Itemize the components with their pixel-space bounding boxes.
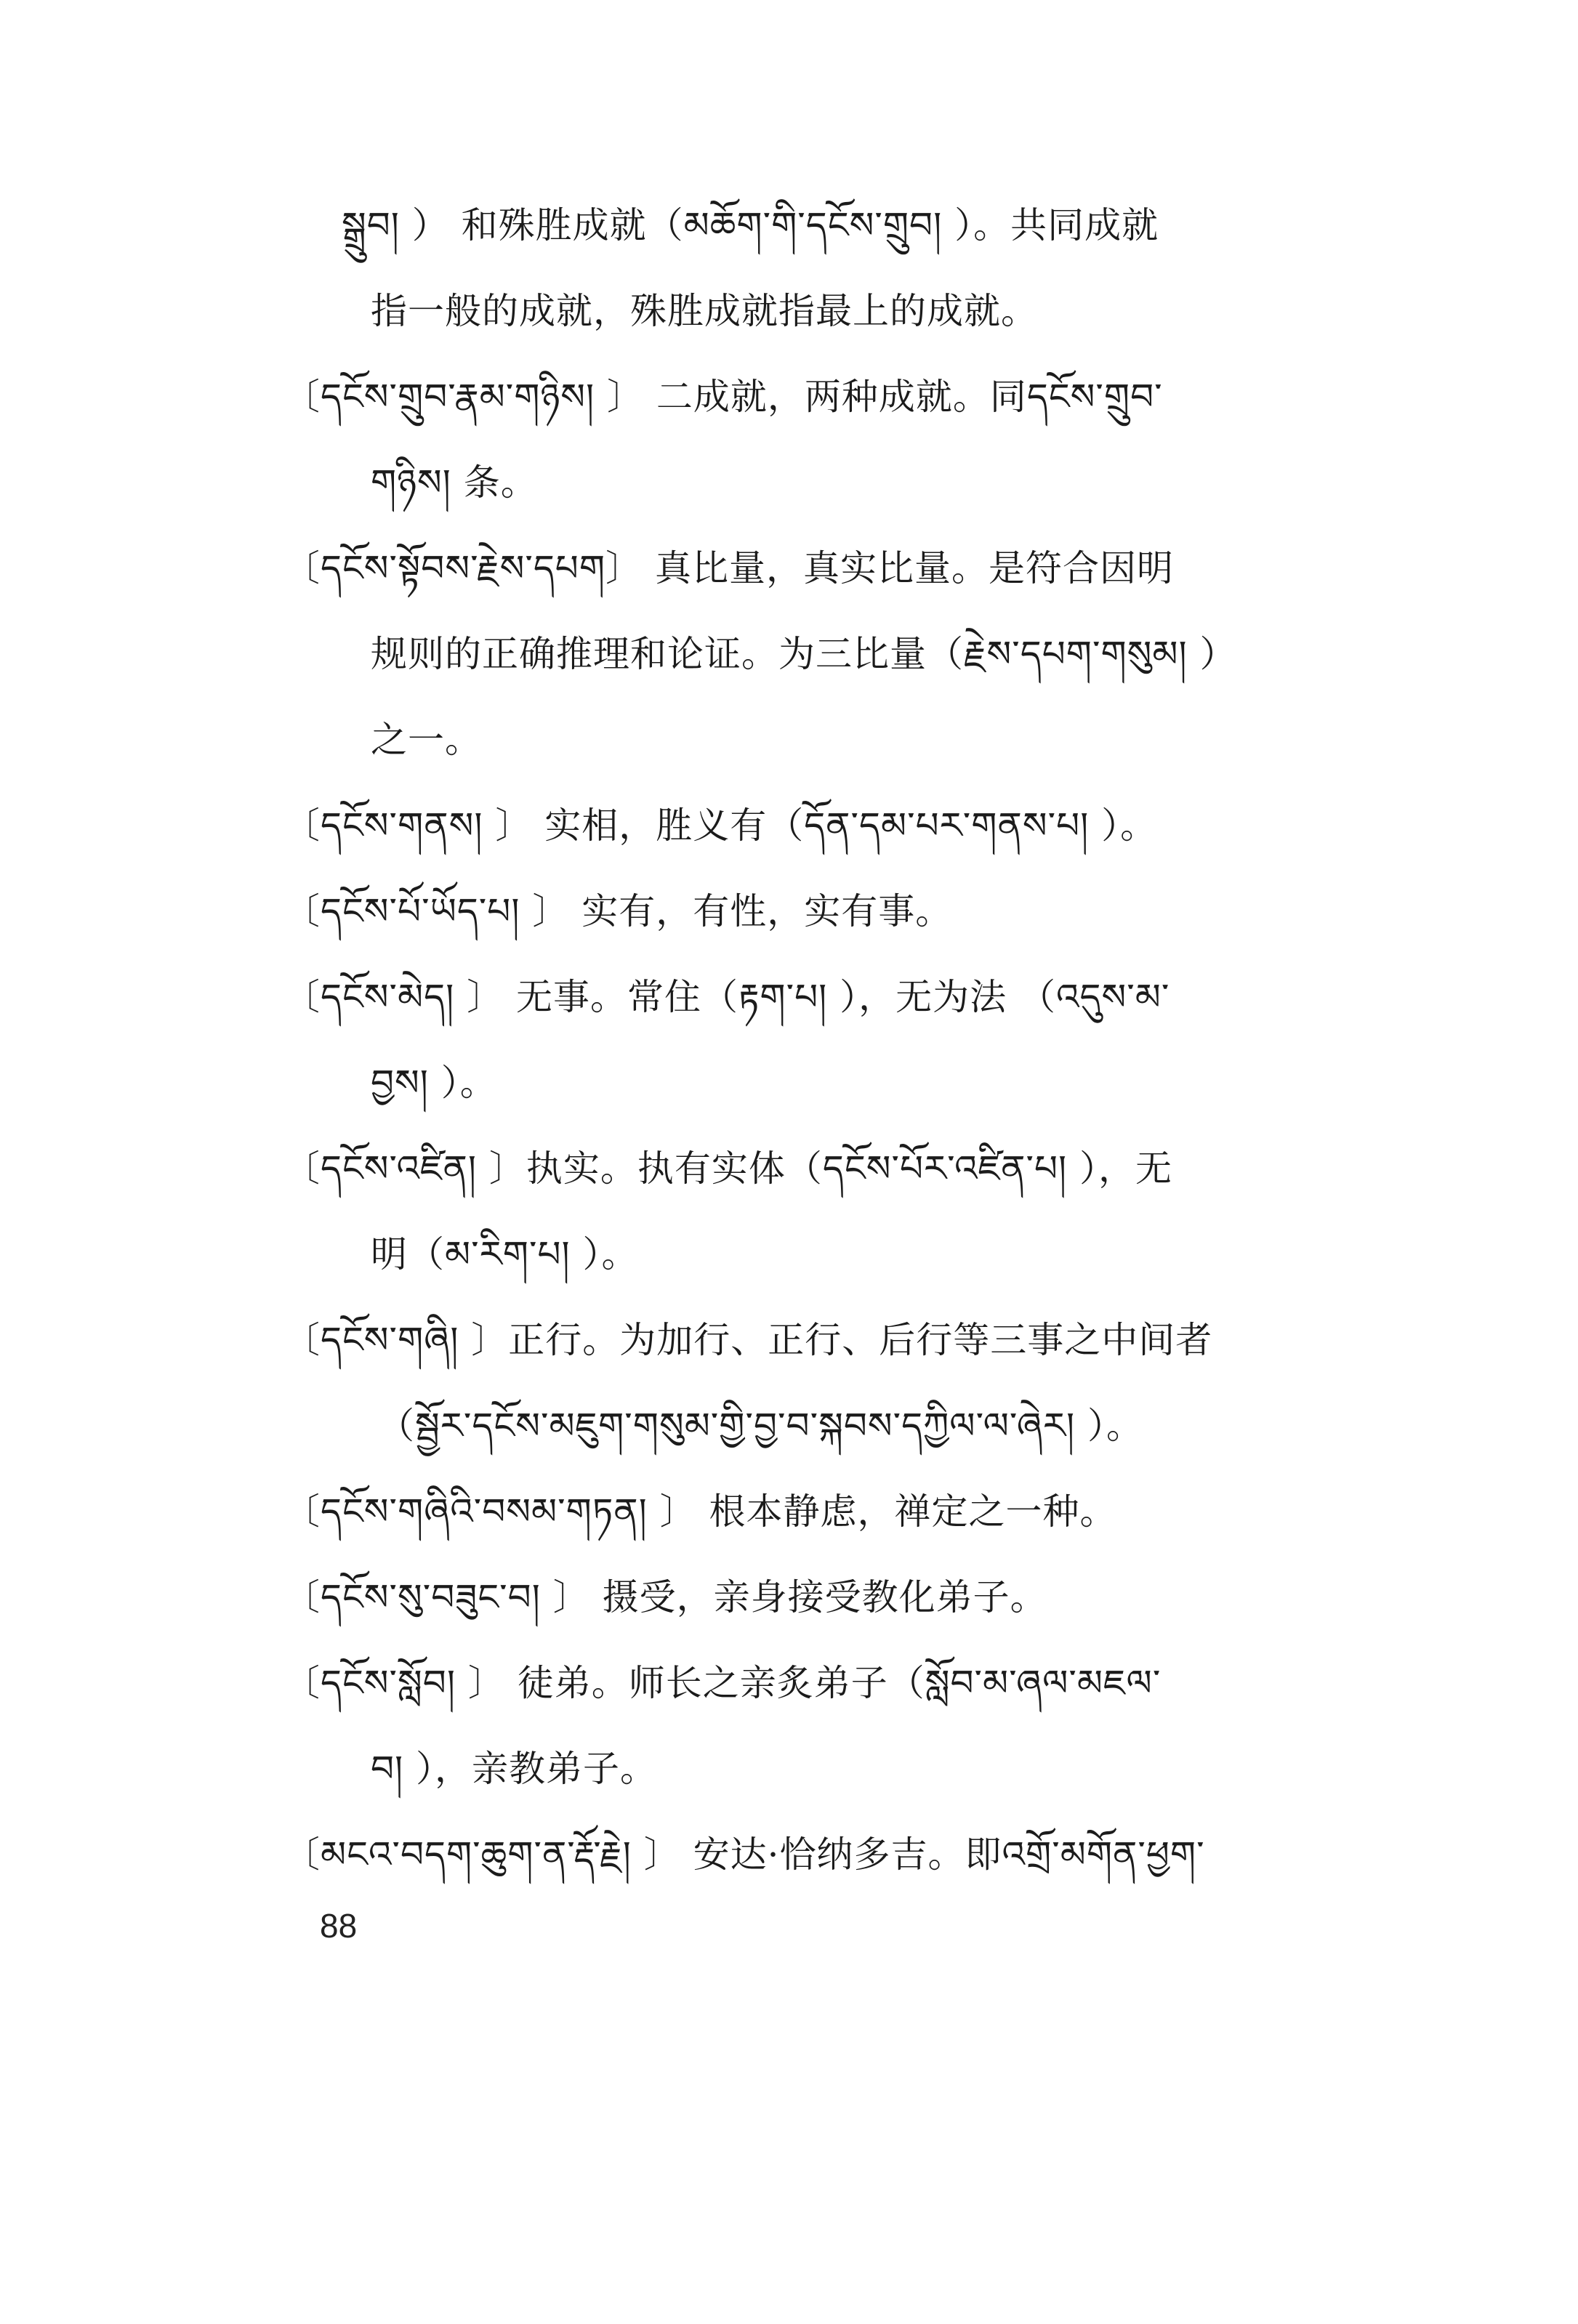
- text-line: 指一般的成就，殊胜成就指最上的成就。: [371, 290, 1038, 332]
- text-line: 〔དངོས་པོ་ཡོད་པ། 〕 实有，有性，实有事。: [283, 890, 953, 932]
- text-line: 〔དངོས་མེད། 〕 无事。常住（རྟག་པ། ），无为法 （འདུས་མ་: [283, 976, 1170, 1018]
- page-number: 88: [320, 1907, 358, 1945]
- text-line: 〔དངོས་སློབ། 〕 徒弟。师长之亲炙弟子（སློབ་མ་ཞལ་མཇལ་: [283, 1662, 1162, 1704]
- text-line: 〔དངོས་གྲུབ་རྣམ་གཉིས། 〕 二成就，两种成就。同དངོས་གྲུབ་: [283, 376, 1163, 418]
- text-line: 〔དངོས་གཞིའི་བསམ་གཏན། 〕 根本静虑，禅定之一种。: [283, 1490, 1117, 1533]
- text-line: བ། ），亲教弟子。: [371, 1748, 658, 1790]
- text-line: 〔དངོས་སྟོབས་རྗེས་དཔག〕 真比量，真实比量。是符合因明: [283, 547, 1174, 589]
- text-line: 〔དངོས་འཛིན། 〕执实。执有实体（དངོས་པོར་འཛིན་པ། ），无: [283, 1147, 1173, 1190]
- text-line: 规则的正确推理和论证。为三比量（རྗེས་དཔག་གསུམ། ）: [371, 633, 1237, 675]
- text-line: 〔མངའ་བདག་ཆུག་ན་རྡོ་རྗེ། 〕 安达·恰纳多吉。即འགྲོ་མགོན་ཕྱག་: [283, 1833, 1205, 1876]
- text-line: བྱས། ）。: [371, 1062, 497, 1104]
- text-line: 〔དངོས་གནས། 〕 实相，胜义有（དོན་དམ་པར་གནས་པ། ）。: [283, 804, 1158, 847]
- text-line: 〔དངོས་སུ་བཟུང་བ། 〕 摄受，亲身接受教化弟子。: [283, 1576, 1047, 1618]
- text-line: 之一。: [371, 719, 482, 761]
- text-line: སྒྲུབ། ） 和殊胜成就（མཆོག་གི་དངོས་གྲུབ། ）。共同成就: [342, 204, 1159, 246]
- text-line: 〔དངོས་གཞི། 〕正行。为加行、正行、后行等三事之中间者: [283, 1319, 1213, 1361]
- text-line: གཉིས། 条。: [371, 461, 538, 504]
- text-line: （སྦྱོར་དངོས་མཇུག་གསུམ་གྱི་བྱ་བ་སྐབས་དཀྱིལ་ལ་ཞེར། ）。: [378, 1405, 1144, 1447]
- text-line: 明（མ་རིག་པ། ）。: [371, 1233, 639, 1275]
